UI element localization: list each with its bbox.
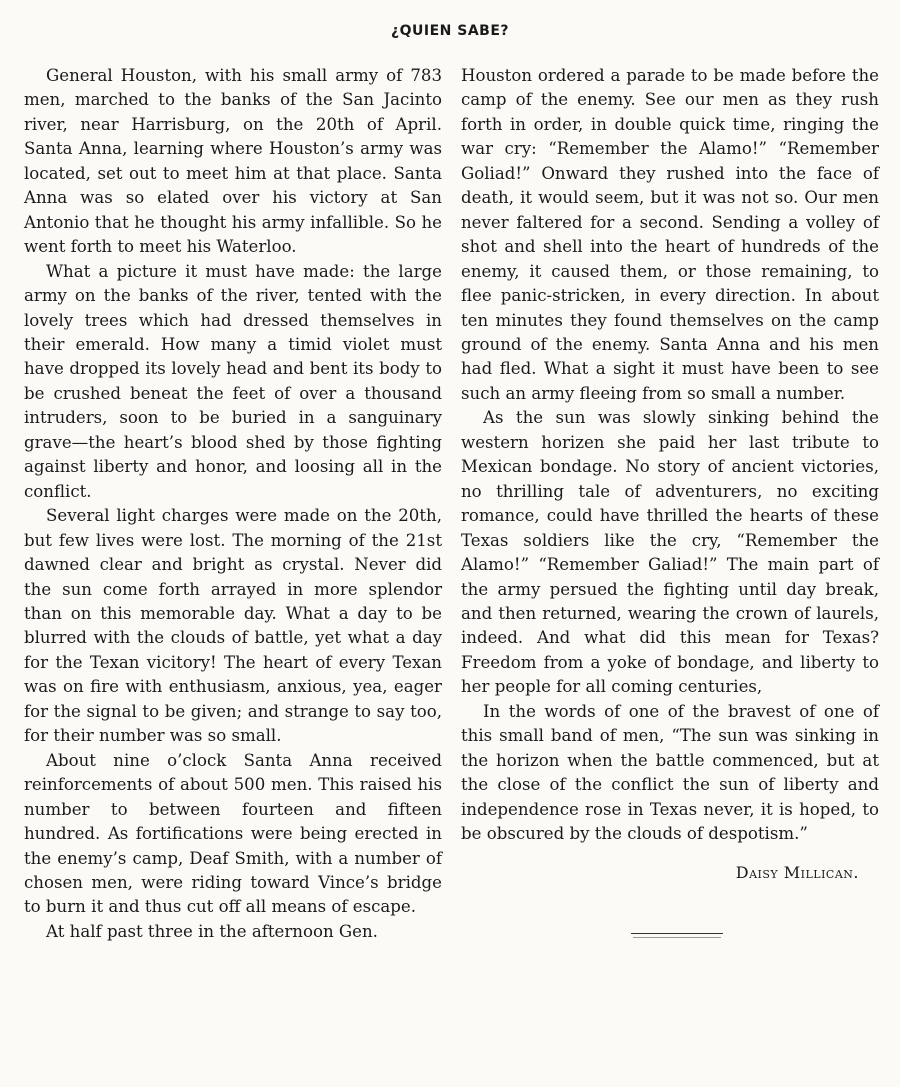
paragraph-houston-march: General Houston, with his small army of 783 men, marched to the banks of the San Jacinto river, near Harrisburg, on the 20th of April. Santa Anna, learning where Houston’s army was located, set out to meet him at that place. Santa Anna was so elated over his victory at San Antonio that he thought his army infallible. So he went forth to meet his Waterloo. xyxy=(24,66,442,257)
paragraph-picture: What a picture it must have made: the large army on the banks of the river, tented with the lovely trees which had dressed themselves in their emerald. How many a timid violet must have dropped its lovely head and bent its body to be crushed beneat the feet of over a thousand intruders, soon to be buried in a sanguinary grave—the heart’s blood shed by those fighting against liberty and honor, and loosing all in the conflict. xyxy=(24,261,442,501)
end-rule xyxy=(631,933,723,934)
paragraph-reinforcements: About nine o’clock Santa Anna received reinforcements of about 500 men. This raised his number to between fourteen and fifteen hundred. As fortifications were being erected in the enemy’s camp, Deaf Smith, with a number of chosen men, were riding toward Vince’s bridge to burn it and thus cut off all means of escape. xyxy=(24,750,442,917)
paragraph-charges: Several light charges were made on the 20th, but few lives were lost. The morning of the 21st dawned clear and bright as crystal. Never did the sun come forth arrayed in more splendor than on this memorable day. What a day to be blurred with the clouds of battle, yet what a day for the Texan vicitory! The heart of every Texan was on fire with enthusiasm, anxious, yea, eager for the signal to be given; and strange to say too, for their number was so small. xyxy=(24,506,442,746)
page-header: ¿QUIEN SABE? xyxy=(390,23,510,39)
paragraph-parade-continued: Houston ordered a parade to be made before the camp of the enemy. See our men as they rush forth in order, in double quick time, ringing the war cry: “Remember the Alamo!” “Remember Goliad!” Onward they rushed into the face of death, it would seem, but it was not so. Our men never faltered for a second. Sending a volley of shot and shell into the heart of hundreds of the enemy, it caused them, or those remaining, to flee panic-stricken, in every direction. In about ten minutes they found themselves on the camp ground of the enemy. Santa Anna and his men had fled. What a sight it must have been to see such an army fleeing from so small a number. xyxy=(461,66,879,403)
left-column xyxy=(24,64,442,944)
end-rule-underline xyxy=(633,937,721,938)
paragraph-sunset: As the sun was slowly sinking behind the western horizen she paid her last tribute to Mexican bondage. No story of ancient victories, no thrilling tale of adventurers, no exciting romance, could have thrilled the hearts of these Texas soldiers like the cry, “Remember the Alamo!” “Remember Galiad!” The main part of the army persued the fighting until day break, and then returned, wearing the crown of laurels, indeed. And what did this mean for Texas? Freedom from a yoke of bondage, and liberty to her people for all coming centuries, xyxy=(461,408,879,697)
right-column xyxy=(461,64,879,938)
paragraph-closing-quote: In the words of one of the bravest of one of this small band of men, “The sun was sinking in the horizon when the battle commenced, but at the close of the conflict the sun of liberty and independence rose in Texas never, it is hoped, to be obscured by the clouds of despotism.” xyxy=(461,701,879,844)
author-signature: Daisy Millican. xyxy=(735,862,859,882)
paragraph-afternoon: At half past three in the afternoon Gen. xyxy=(46,921,378,941)
